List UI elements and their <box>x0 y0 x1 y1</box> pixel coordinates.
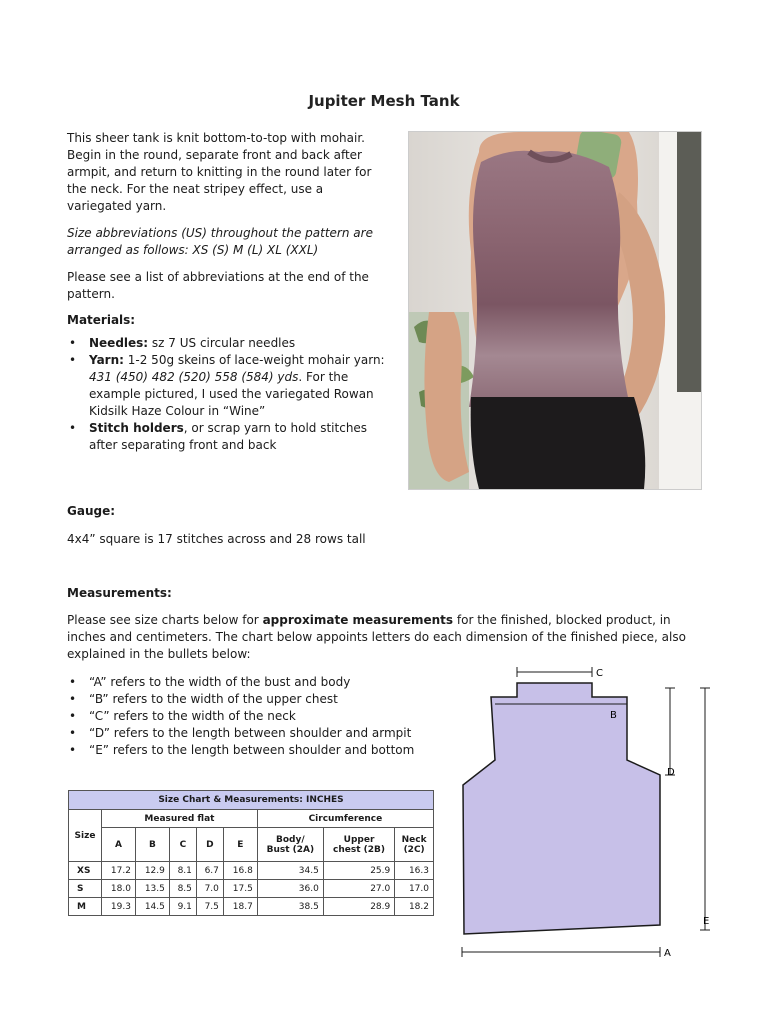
page-title: Jupiter Mesh Tank <box>308 92 460 110</box>
label-a: A <box>664 948 671 959</box>
label-c: C <box>596 668 603 679</box>
column-header: C <box>169 828 196 862</box>
gauge-text: 4x4” square is 17 stitches across and 28 rows tall <box>67 532 366 546</box>
garment-shape <box>463 683 660 934</box>
list-item: • Stitch holders, or scrap yarn to hold stitches after separating front and back <box>67 420 387 454</box>
column-header: B <box>135 828 169 862</box>
table-row: M 19.3 14.5 9.1 7.5 18.7 38.5 28.9 18.2 <box>69 898 434 916</box>
intro-paragraph: This sheer tank is knit bottom-to-top with mohair. Begin in the round, separate front and back after armpit, and return to knitting in the round later for the neck. For the neat stripey effect, use a variegated yarn. <box>67 131 372 213</box>
gauge-heading: Gauge: <box>67 504 116 518</box>
table-title: Size Chart & Measurements: INCHES <box>69 791 434 810</box>
list-item: • “A” refers to the width of the bust and body <box>67 674 447 691</box>
garment-schematic <box>455 660 720 965</box>
measurements-heading: Measurements: <box>67 586 172 600</box>
abbreviation-note: Please see a list of abbreviations at the end of the pattern. <box>67 270 369 301</box>
flat-group-header: Measured flat <box>102 810 258 828</box>
table-title-row <box>69 791 434 810</box>
label-b: B <box>610 710 617 721</box>
table-row: XS 17.2 12.9 8.1 6.7 16.8 34.5 25.9 16.3 <box>69 862 434 880</box>
column-header: A <box>102 828 136 862</box>
list-item: • “E” refers to the length between shoulder and bottom <box>67 742 447 759</box>
list-item: • Yarn: 1-2 50g skeins of lace-weight mohair yarn: 431 (450) 482 (520) 558 (584) yds. For the example pictured, I used the variegated Rowan Kidsilk Haze Colour in “Wine” <box>67 352 387 420</box>
circumference-group-header: Circumference <box>257 810 433 828</box>
column-header: Neck (2C) <box>395 828 434 862</box>
measurement-bullets <box>67 674 447 759</box>
table-column-row <box>69 828 434 862</box>
list-item: • “C” refers to the width of the neck <box>67 708 447 725</box>
table-group-row <box>69 810 434 828</box>
column-header: Body/ Bust (2A) <box>257 828 323 862</box>
table-row: S 18.0 13.5 8.5 7.0 17.5 36.0 27.0 17.0 <box>69 880 434 898</box>
column-header: Upper chest (2B) <box>323 828 394 862</box>
list-item: • “B” refers to the width of the upper chest <box>67 691 447 708</box>
label-e: E <box>703 916 710 927</box>
list-item: • “D” refers to the length between shoulder and armpit <box>67 725 447 742</box>
materials-heading: Materials: <box>67 313 136 327</box>
label-d: D <box>667 767 675 778</box>
measurements-text: Please see size charts below for approximate measurements for the finished, blocked product, in inches and centimeters. The chart below appoints letters do each dimension of the finished piece, also explained in the bullets below: <box>67 613 686 661</box>
size-note: Size abbreviations (US) throughout the pattern are arranged as follows: XS (S) M (L) XL (XXL) <box>67 226 373 257</box>
list-item: • Needles: sz 7 US circular needles <box>67 335 387 352</box>
size-chart-table <box>68 790 434 916</box>
column-header: E <box>223 828 257 862</box>
column-header: D <box>196 828 223 862</box>
tank-photo <box>408 131 702 490</box>
size-header: Size <box>69 810 102 862</box>
materials-list <box>67 335 387 454</box>
